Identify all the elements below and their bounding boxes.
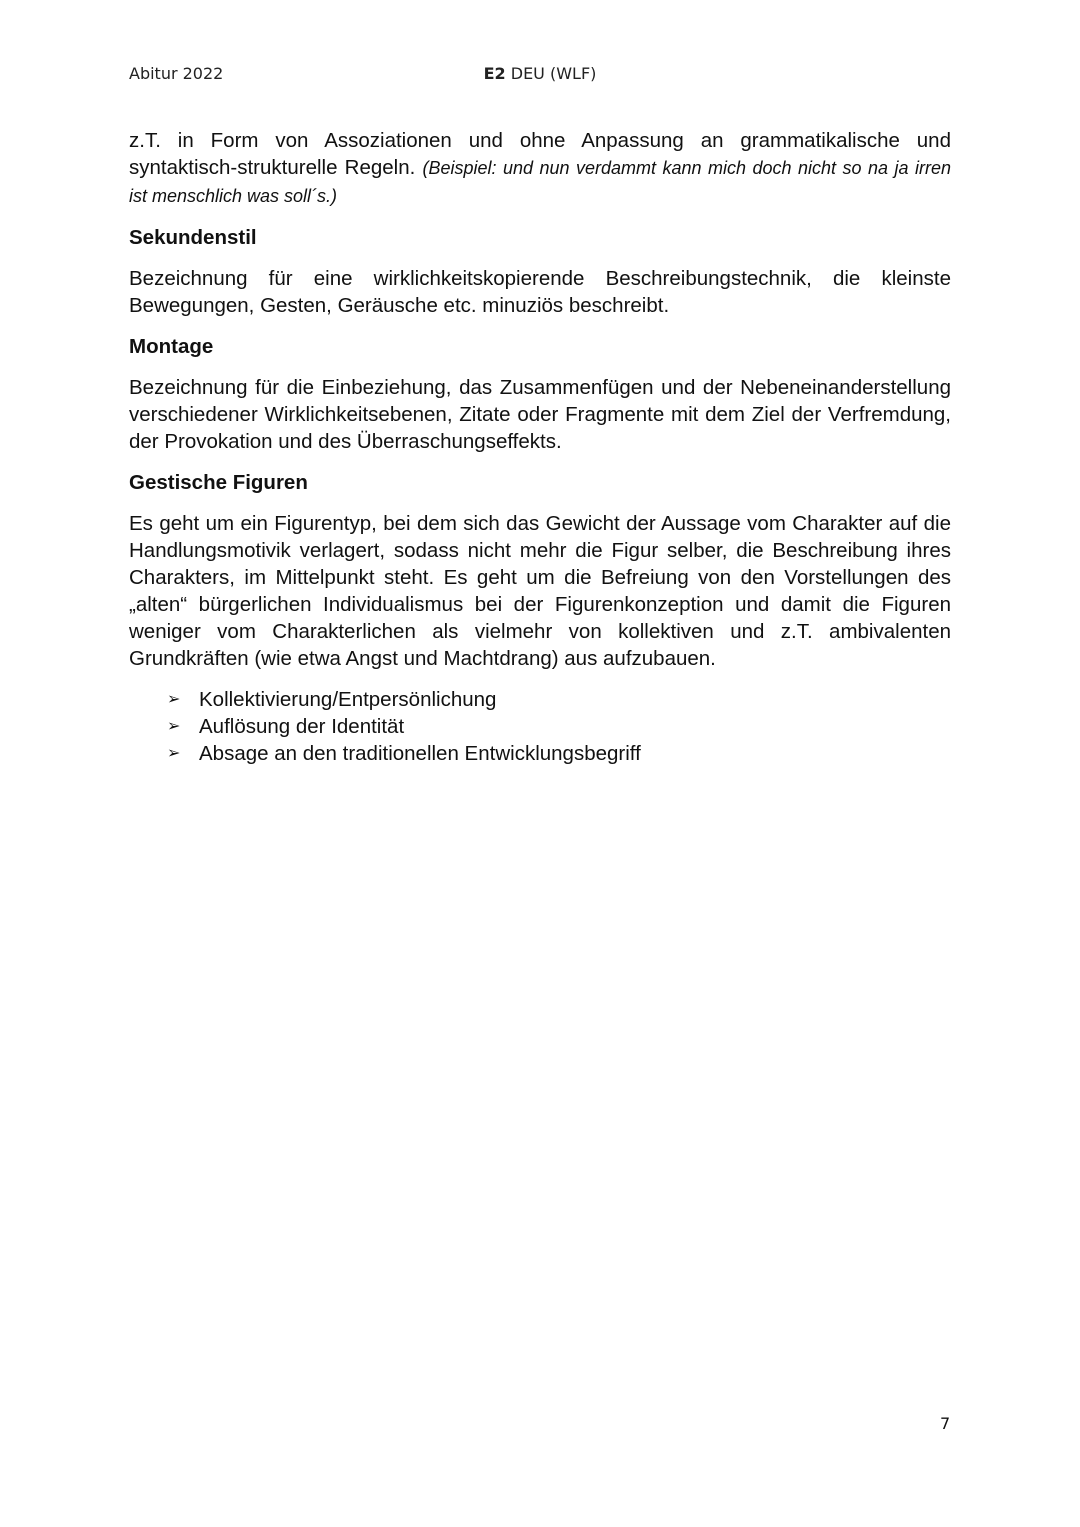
paragraph-gestische-figuren: Es geht um ein Figurentyp, bei dem sich das Gewicht der Aussage vom Charakter auf die Handlungsmotivik verlagert, sodass nicht mehr die Figur selber, die Beschreibung ihres Charakters, im Mittelpunkt steht. Es geht um die Befreiung von den Vorstellungen des „alten“ bürgerlichen Individualismus bei der Figurenkonzeption und damit die Figuren weniger vom Charakterlichen als vielmehr von kollektiven und z.T. ambivalenten Grundkräften (wie etwa Angst und Machtdrang) aus aufzubauen. (129, 512, 951, 670)
intro-paragraph (129, 127, 951, 210)
arrow-bullet-icon: ➢ (167, 745, 181, 762)
heading-gestische-figuren: Gestische Figuren (129, 471, 308, 494)
list-item-text: Auflösung der Identität (199, 715, 405, 738)
paragraph-montage: Bezeichnung für die Einbeziehung, das Zusammenfügen und der Nebeneinanderstellung verschiedener Wirklichkeitsebenen, Zitate oder Fragmente mit dem Ziel der Verfremdung, der Provokation und des Überraschungseffekts. (129, 376, 951, 453)
intro-example: (Beispiel: und nun verdammt kann mich doch nicht so na ja irren ist menschlich was soll´s.) (129, 158, 951, 206)
heading-sekundenstil: Sekundenstil (129, 226, 257, 249)
arrow-bullet-icon: ➢ (167, 691, 181, 708)
header-course-code: E2 (483, 64, 506, 83)
header-course (0, 64, 1080, 83)
list-item (167, 740, 951, 767)
list-item (167, 686, 951, 713)
list-item (167, 713, 951, 740)
heading-montage: Montage (129, 335, 214, 358)
intro-text: z.T. in Form von Assoziationen und ohne Anpassung an grammatikalische und syntaktisch-strukturelle Regeln. (129, 129, 951, 179)
page-header (0, 64, 1080, 90)
page-number: 7 (940, 1414, 951, 1433)
paragraph-sekundenstil: Bezeichnung für eine wirklichkeitskopierende Beschreibungstechnik, die kleinste Bewegungen, Gesten, Geräusche etc. minuziös beschreibt. (129, 267, 951, 317)
list-item-text: Absage an den traditionellen Entwicklungsbegriff (199, 742, 641, 765)
arrow-bullet-icon: ➢ (167, 718, 181, 735)
page-content (129, 127, 951, 767)
list-item-text: Kollektivierung/Entpersönlichung (199, 688, 497, 711)
bullet-list (129, 686, 951, 767)
header-course-subject: DEU (WLF) (505, 64, 597, 83)
header-exam-year: Abitur 2022 (129, 64, 224, 83)
